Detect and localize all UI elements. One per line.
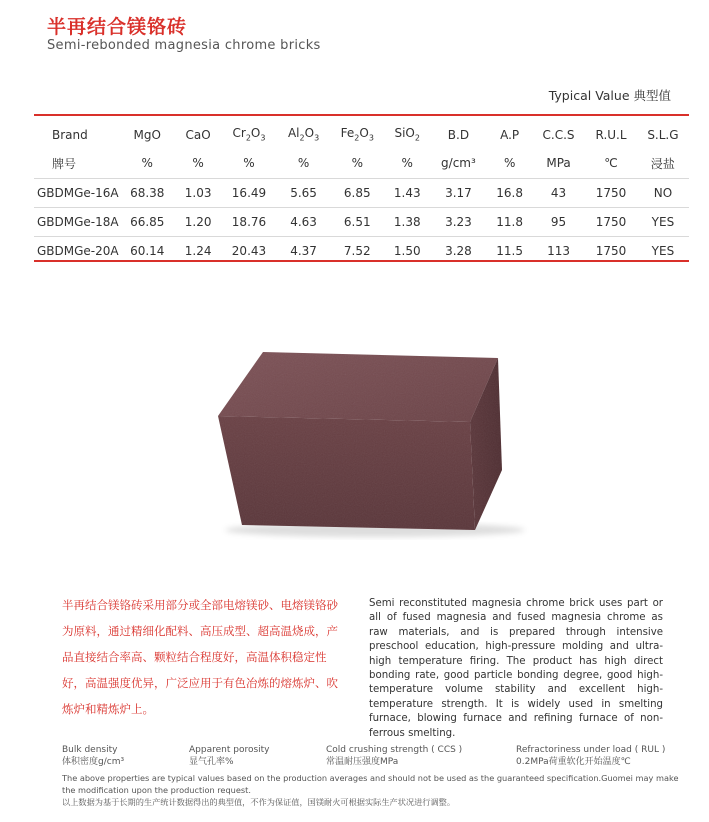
unit-cell: %	[503, 156, 516, 171]
unit-cell: %	[192, 156, 204, 171]
unit-cell: 浸盐	[650, 156, 675, 171]
footer-label-cn: 显气孔率%	[189, 757, 234, 767]
unit-cell: MPa	[546, 156, 571, 171]
column-header: $Fe_2O_3$	[340, 126, 374, 143]
column-header: Brand	[52, 127, 88, 142]
value-cell: 16.49	[220, 178, 277, 207]
footer-note-english: The above properties are typical values based on the production averages and should not be used as the guaranteed specification.Guomei may make the modification upon the production request.	[62, 773, 679, 795]
footer-label-cn: 体积密度g/cm³	[62, 757, 125, 767]
value-cell: NO	[637, 178, 689, 207]
value-cell: 4.63	[278, 207, 330, 236]
table-bottom-rule	[34, 260, 689, 262]
column-header: S.L.G	[647, 127, 679, 142]
value-cell: 1750	[585, 236, 637, 265]
value-cell: 113	[532, 236, 585, 265]
page-subtitle: Semi-rebonded magnesia chrome bricks	[47, 38, 321, 53]
value-cell: 11.8	[487, 207, 532, 236]
unit-cell: g/cm³	[441, 156, 476, 171]
value-cell: 1.43	[385, 178, 430, 207]
footer-note-chinese: 以上数据为基于长期的生产统计数据得出的典型值，不作为保证值，国镁耐火可根据实际生产状况进行调整。	[62, 797, 456, 807]
value-cell: 4.37	[278, 236, 330, 265]
value-cell: 1.50	[385, 236, 430, 265]
value-cell: 43	[532, 178, 585, 207]
value-cell: 1.03	[176, 178, 221, 207]
table-units-row	[34, 149, 689, 178]
footer-label-bulk-density	[62, 744, 124, 768]
footer-label-rul	[516, 744, 665, 768]
value-cell: 20.43	[220, 236, 277, 265]
table-row	[34, 178, 689, 207]
value-cell: 6.85	[330, 178, 385, 207]
value-cell: 11.5	[487, 236, 532, 265]
value-cell: 6.51	[330, 207, 385, 236]
column-header: CaO	[185, 127, 211, 142]
unit-cell: 牌号	[52, 156, 77, 171]
column-header: MgO	[133, 127, 161, 142]
description-chinese: 半再结合镁铬砖采用部分或全部电熔镁砂、电熔镁铬砂为原料，通过精细化配料、高压成型、超高温烧成，产品直接结合率高、颗粒结合程度好，高温体积稳定性好，高温强度优异，广泛应用于有色冶炼的熔炼炉、吹炼炉和精炼炉上。	[62, 598, 338, 716]
properties-table	[34, 120, 689, 265]
page-title: 半再结合镁铬砖	[47, 16, 188, 38]
column-header: R.U.L	[595, 127, 627, 142]
value-cell: 66.85	[119, 207, 176, 236]
value-cell: 1750	[585, 178, 637, 207]
column-header: C.C.S	[542, 127, 575, 142]
column-header: SiO$_2$	[394, 126, 420, 143]
brand-cell: GBDMGe-18A	[34, 207, 119, 236]
footer-label-en: Bulk density	[62, 745, 118, 755]
column-header: A.P	[500, 127, 520, 142]
brick-image	[200, 340, 540, 540]
brand-cell: GBDMGe-16A	[34, 178, 119, 207]
brand-cell: GBDMGe-20A	[34, 236, 119, 265]
value-cell: 1.20	[176, 207, 221, 236]
value-cell: 68.38	[119, 178, 176, 207]
footer-label-cn: 0.2MPa荷重软化开始温度℃	[516, 757, 631, 767]
value-cell: 1750	[585, 207, 637, 236]
value-cell: 5.65	[278, 178, 330, 207]
value-cell: 95	[532, 207, 585, 236]
value-cell: 7.52	[330, 236, 385, 265]
footer-label-en: Apparent porosity	[189, 745, 270, 755]
value-cell: 3.17	[429, 178, 487, 207]
value-cell: 1.24	[176, 236, 221, 265]
footer-label-en: Refractoriness under load ( RUL )	[516, 745, 666, 755]
value-cell: YES	[637, 207, 689, 236]
value-cell: 3.23	[429, 207, 487, 236]
unit-cell: ℃	[604, 156, 618, 171]
unit-cell: %	[141, 156, 153, 171]
value-cell: 60.14	[119, 236, 176, 265]
unit-cell: %	[243, 156, 255, 171]
description-english: Semi reconstituted magnesia chrome brick uses part or all of fused magnesia and fused magnesia chrome as raw materials, and is prepared through intensive preschool education, high-pressure molding and ultra-high temperature firing. The product has high direct bonding rate, good particle bonding degree, good high-temperature volume stability and excellent high-temperature strength. It is widely used in smelting furnace, blowing furnace and refining furnace of non-ferrous smelting.	[369, 598, 663, 739]
unit-cell: %	[401, 156, 413, 171]
table-header-row	[34, 120, 689, 149]
table-row	[34, 207, 689, 236]
column-header: $Al_2O_3$	[287, 126, 320, 143]
value-cell: 1.38	[385, 207, 430, 236]
column-header: $Cr_2O_3$	[232, 126, 266, 143]
unit-cell: %	[297, 156, 310, 171]
footer-label-en: Cold crushing strength ( CCS )	[326, 745, 463, 755]
footer-label-ccs	[326, 744, 462, 768]
table-top-rule	[34, 114, 689, 116]
typical-value-label: Typical Value 典型值	[548, 88, 671, 103]
brick-photo	[200, 340, 540, 540]
column-header: B.D	[447, 127, 470, 142]
value-cell: YES	[637, 236, 689, 265]
unit-cell: %	[351, 156, 363, 171]
footer-label-cn: 常温耐压强度MPa	[326, 757, 399, 767]
value-cell: 18.76	[220, 207, 277, 236]
value-cell: 16.8	[487, 178, 532, 207]
footer-label-porosity	[189, 744, 270, 768]
value-cell: 3.28	[429, 236, 487, 265]
